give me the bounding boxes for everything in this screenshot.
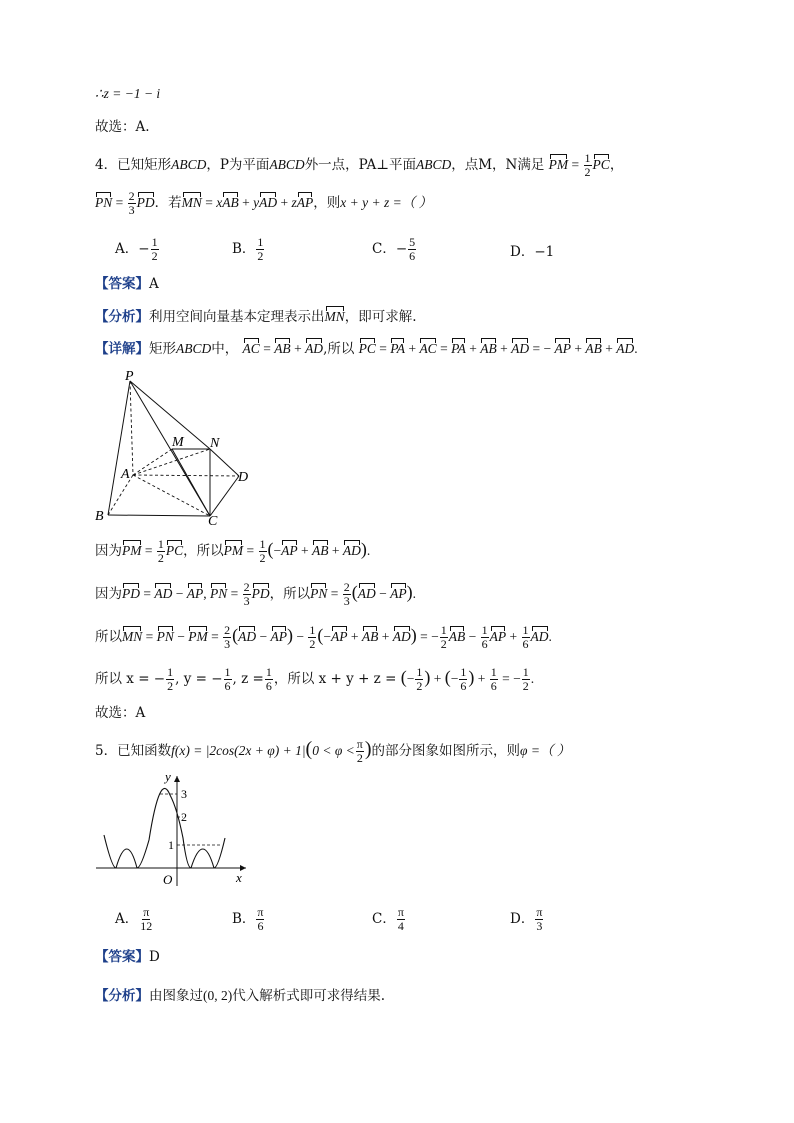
label-c: C: [208, 514, 218, 527]
q4-option-d[interactable]: D．−1: [510, 244, 555, 260]
vec-pd: PD: [137, 193, 155, 213]
graph-label-y: y: [165, 769, 171, 784]
label-m: M: [172, 435, 184, 450]
q4-select: 故选：A: [95, 705, 146, 721]
q5-option-a[interactable]: A． $\frac{\pi}{12}$: [115, 905, 153, 933]
q4-answer: 【答案】A: [95, 276, 159, 292]
vec-pn: PN: [95, 193, 112, 213]
q4-analysis: 【分析】利用空间向量基本定理表示出MN，即可求解.: [95, 309, 417, 325]
line-z-result: ∴z = −1 − i: [95, 86, 161, 101]
label-a: A: [121, 467, 130, 482]
q4-line1: 4．已知矩形ABCD，P为平面ABCD外一点，PA⊥平面ABCD，点M，N满足 PM = $\frac{1}{2}$ PC，: [95, 151, 624, 179]
q5-analysis: 【分析】由图象过(0, 2)代入解析式即可求得结果.: [95, 988, 386, 1004]
q4-step4: 所以 x = − $\frac{1}{2}$ , y = − $\frac{1}{6}$ , z = $\frac{1}{6}$ ，所以 x + y + z = (− $\frac{1}{2}$ ) + (− $\frac{1}{6}$ ) + $\frac{1}{6}$ = − $\frac{1}{2}$ .: [95, 665, 535, 693]
q4-abcd: ABCD: [171, 157, 207, 172]
q4-if: ．若: [154, 195, 182, 211]
graph-tick-3: 3: [181, 787, 187, 801]
graph-tick-2: 2: [181, 810, 187, 824]
q4-then: ，则: [313, 195, 341, 211]
q4-step3: 所以MN = PN − PM = $\frac{2}{3}$ (AD − AP) − $\frac{1}{2}$ (−AP + AB + AD) = − $\frac{1}{2}$ AB − $\frac{1}{6}$ AP + $\frac{1}{6}$ AD.: [95, 623, 552, 651]
q4-option-c[interactable]: C．− $\frac{5}{6}$: [372, 235, 416, 263]
q4-abcd-3: ABCD: [415, 157, 452, 172]
label-b: B: [95, 509, 104, 524]
graph-label-x: x: [236, 870, 242, 885]
q4-detail: 【详解】矩形ABCD中， AC = AB + AD,所以 PC = PA + AC = PA + AB + AD = − AP + AB + AD.: [95, 341, 638, 357]
vec-pc: PC: [593, 155, 610, 175]
label-d: D: [238, 470, 249, 485]
q5-option-b[interactable]: B． $\frac{\pi}{6}$: [232, 905, 264, 933]
q4-sum: x + y + z =（ ）: [340, 195, 433, 210]
q4-step1: 因为PM = $\frac{1}{2}$ PC，所以PM = $\frac{1}{2}$ (−AP + AB + AD).: [95, 537, 371, 565]
q4-step2: 因为PD = AD − AP, PN = $\frac{2}{3}$ PD，所以PN = $\frac{2}{3}$ (AD − AP).: [95, 580, 417, 608]
line-select-1: 故选：A.: [95, 119, 150, 135]
q4-text-p: ，P为平面: [206, 157, 270, 173]
label-p: P: [125, 369, 134, 384]
q4-text-mn: ，点M，N满足: [451, 157, 545, 173]
q4-abcd-2: ABCD: [269, 157, 305, 172]
pyramid-figure: [90, 365, 260, 527]
vec-pm: PM: [549, 155, 569, 175]
q4-comma: ，: [609, 157, 624, 173]
q4-option-b[interactable]: B． $\frac{1}{2}$: [232, 235, 264, 263]
q4-option-a[interactable]: A．− $\frac{1}{2}$: [115, 235, 158, 263]
vec-mn: MN: [182, 193, 202, 213]
graph-origin: O: [163, 872, 173, 887]
q5-option-c[interactable]: C． $\frac{\pi}{4}$: [372, 905, 404, 933]
label-n: N: [210, 436, 220, 451]
q4-number: 4．已知矩形: [95, 157, 172, 173]
q5-option-d[interactable]: D． $\frac{\pi}{3}$: [510, 905, 543, 933]
q5-function: f(x) = |2cos(2x + φ) + 1|: [171, 743, 306, 758]
q5-answer: 【答案】D: [95, 949, 160, 965]
q5-line1: 5．已知函数f(x) = |2cos(2x + φ) + 1|(0 < φ < $\frac{\pi}{2}$ )的部分图象如图所示，则φ =（ ）: [95, 737, 571, 765]
graph-tick-1: 1: [168, 838, 174, 852]
q4-line2: PN = $\frac{2}{3}$ PD．若MN = xAB + yAD + zAP，则x + y + z =（ ）: [95, 189, 433, 217]
q4-text-pa: 外一点，PA⊥平面: [304, 157, 416, 173]
function-graph: [94, 765, 254, 890]
